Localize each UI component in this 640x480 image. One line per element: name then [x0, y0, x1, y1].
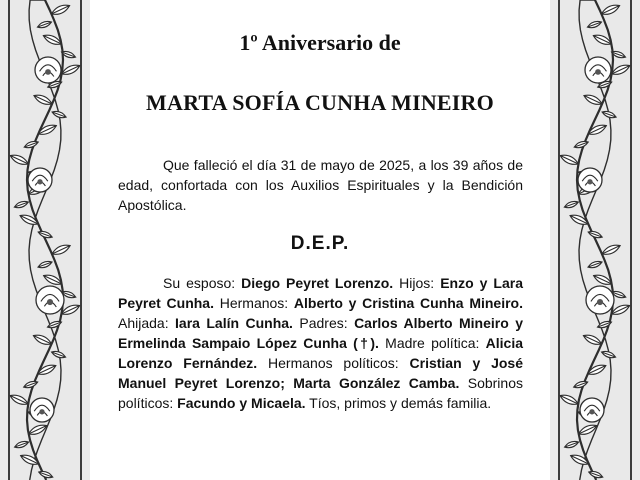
- family-name: Alicia Lorenzo Fernández.: [118, 335, 523, 371]
- family-name: Iara Lalín Cunha.: [175, 315, 293, 331]
- family-text: Hermanos:: [213, 295, 294, 311]
- intro-paragraph: Que falleció el día 31 de mayo de 2025, a los 39 años de edad, confortada con los Auxilios Espirituales y la Bendición Apostólica.: [118, 157, 523, 213]
- deceased-name: MARTA SOFÍA CUNHA MINEIRO: [146, 90, 494, 115]
- family-text: Su esposo:: [163, 275, 242, 291]
- family-text: Ahijada:: [118, 315, 176, 331]
- family-text: Padres:: [292, 315, 355, 331]
- dep-heading: D.E.P.: [290, 233, 350, 254]
- floral-border-right: [550, 0, 640, 480]
- notice-content: [90, 0, 550, 480]
- family-text: Sobrinos políticos:: [118, 375, 523, 411]
- anniversary-title: 1º Aniversario de: [239, 30, 401, 55]
- family-text: Tíos, primos y demás familia.: [305, 395, 492, 411]
- family-name: Diego Peyret Lorenzo.: [241, 275, 394, 291]
- rose-vine-icon: [550, 0, 640, 480]
- family-text: Hermanos políticos:: [257, 355, 410, 371]
- family-name: Alberto y Cristina Cunha Mineiro.: [293, 295, 523, 311]
- family-text: Madre política:: [378, 335, 486, 351]
- family-name: Facundo y Micaela.: [177, 395, 306, 411]
- family-paragraph: [118, 273, 523, 413]
- family-name: Carlos Alberto Mineiro y Ermelinda Sampaio López Cunha (†).: [118, 315, 523, 351]
- family-text: Hijos:: [393, 275, 441, 291]
- family-name: Cristian y José Manuel Peyret Lorenzo; Marta González Camba.: [118, 355, 524, 391]
- floral-border-left: [0, 0, 90, 480]
- rose-vine-icon: [0, 0, 90, 480]
- family-name: Enzo y Lara Peyret Cunha.: [118, 275, 523, 311]
